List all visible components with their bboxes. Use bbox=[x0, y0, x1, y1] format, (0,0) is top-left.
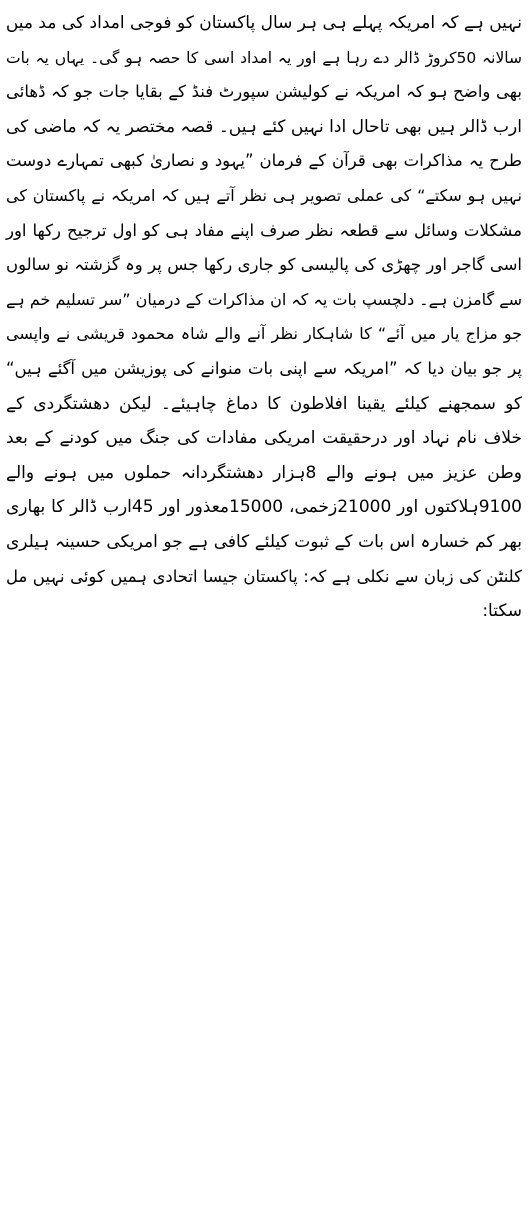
text-line: کلنٹن کی زبان سے نکلی ہے کہ: پاکستان جیسا اتحادی ہمیں کوئی نہیں مل bbox=[6, 566, 522, 586]
text-line: وطن عزیز میں ہونے والے 8ہزار دھشتگردانہ حملوں میں ہونے والے bbox=[6, 462, 522, 483]
text-line: 9100ہلاکتوں اور 21000زخمی، 15000معذور اور 45ارب ڈالر کا بھاری bbox=[6, 497, 522, 518]
text-line: اسی گاجر اور چھڑی کی پالیسی کو جاری رکھا جس پر وہ گزشتہ نو سالوں bbox=[6, 255, 522, 275]
text-line: ارب ڈالر ہیں بھی تاحال ادا نہیں کئے ہیں۔ قصہ مختصر یہ کہ ماضی کی bbox=[6, 116, 522, 137]
text-line: سے گامزن ہے۔ دلچسپ بات یہ کہ ان مذاکرات کے درمیان ”سر تسلیم خم ہے bbox=[5, 289, 522, 309]
text-line: نہیں ہو سکتے“ کی عملی تصویر ہی نظر آتے ہیں کہ امریکہ نے پاکستان کی bbox=[6, 185, 522, 205]
text-line: بھی واضح ہو کہ امریکہ نے کولیشن سپورٹ فنڈ کے بقایا جات جو کہ ڈھائی bbox=[6, 82, 522, 102]
text-line: نہیں ہے کہ امریکہ پہلے ہی ہر سال پاکستان کو فوجی امداد کی مد میں bbox=[5, 13, 522, 33]
text-line: جو مزاج یار میں آئے“ کا شاہکار نظر آنے والے شاہ محمود قریشی نے واپسی bbox=[6, 324, 522, 344]
text-line: کو سمجھنے کیلئے یقینا افلاطون کا دماغ چاہیئے۔ لیکن دھشتگردی کے bbox=[6, 393, 522, 414]
text-line: طرح یہ مذاکرات بھی قرآن کے فرمان ”یہود و نصاریٰ کبھی تمہارے دوست bbox=[6, 151, 522, 171]
text-line: مشکلات وسائل سے قطعہ نظر صرف اپنے مفاد ہی کو اول ترجیح رکھا اور bbox=[6, 220, 522, 240]
text-line: بھر کم خسارہ اس بات کے ثبوت کیلئے کافی ہے جو امریکی حسینہ ہیلری bbox=[6, 531, 522, 552]
text-line: خلاف نام نہاد اور درحقیقت امریکی مفادات کی جنگ میں کودنے کے بعد bbox=[6, 428, 522, 449]
article-body bbox=[6, 6, 522, 629]
text-line-last: سکتا: bbox=[482, 601, 522, 622]
text-line: سالانہ 50کروڑ ڈالر دے رہا ہے اور یہ امداد اسی کا حصہ ہو گی۔ یہاں یہ بات bbox=[6, 48, 522, 67]
text-line: پر جو بیان دیا کہ ”امریکہ سے اپنی بات منوانے کی پوزیشن میں آگئے ہیں“ bbox=[6, 358, 522, 378]
